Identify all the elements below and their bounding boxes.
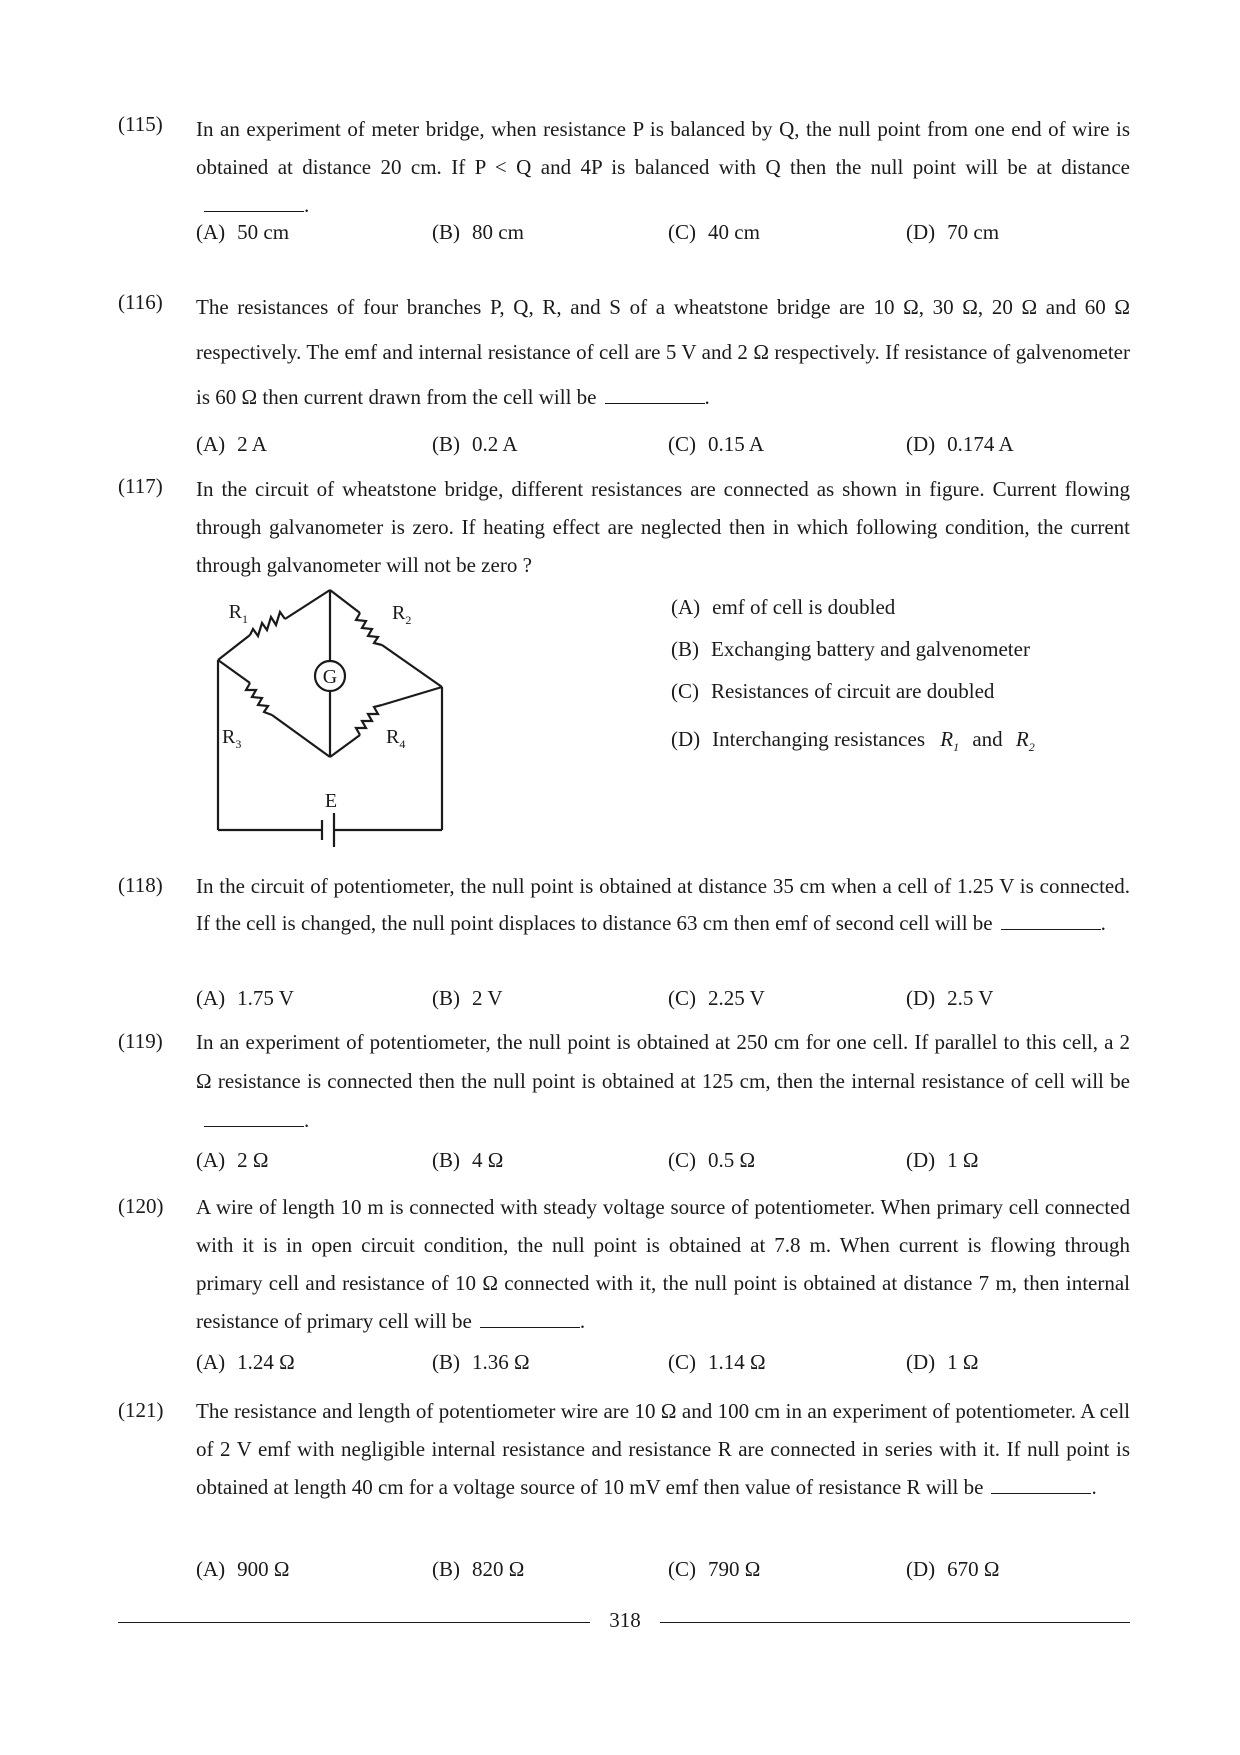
question-number: (117) xyxy=(118,474,163,498)
option-a: (A) 1.75 V xyxy=(196,986,294,1010)
option-b: (B) 1.36 Ω xyxy=(432,1350,530,1374)
option-d: (D) 0.174 A xyxy=(906,432,1014,456)
options-row xyxy=(196,432,1136,462)
option-d: (D) 1 Ω xyxy=(906,1148,979,1172)
option-c: (C) 2.25 V xyxy=(668,986,765,1010)
option-b: (B) Exchanging battery and galvenometer xyxy=(671,637,1030,661)
option-a: (A) 2 A xyxy=(196,432,267,456)
question-text: In an experiment of meter bridge, when resistance P is balanced by Q, the null point from one end of wire is obtained at distance 20 cm. If P < Q and 4P is balanced with Q then the null point will be at distance. xyxy=(196,117,1130,217)
option-b: (B) 2 V xyxy=(432,986,503,1010)
question-number: (116) xyxy=(118,290,163,314)
answer-blank xyxy=(605,402,705,404)
label-e: E xyxy=(324,790,338,812)
option-c: (C) 40 cm xyxy=(668,220,760,244)
option-c: (C) 0.5 Ω xyxy=(668,1148,756,1172)
answer-blank xyxy=(480,1326,580,1328)
footer-rule-right xyxy=(660,1622,1130,1623)
question-text: In the circuit of potentiometer, the null point is obtained at distance 35 cm when a cell of 1.25 V is connected. If the cell is changed, the null point displaces to distance 63 cm then emf of second cell will be . xyxy=(196,874,1130,935)
option-b: (B) 0.2 A xyxy=(432,432,518,456)
label-r1: $R_1$ xyxy=(228,601,248,626)
question-number: (115) xyxy=(118,112,163,136)
question-number: (121) xyxy=(118,1398,164,1422)
options-row xyxy=(196,1557,1136,1587)
question-text: In the circuit of wheatstone bridge, different resistances are connected as shown in figure. Current flowing through galvanometer is zero. If heating effect are neglected then in which following condition, the current through galvanometer will not be zero ? xyxy=(196,477,1130,577)
option-a: (A) emf of cell is doubled xyxy=(671,595,896,619)
label-r2: $R_2$ xyxy=(392,602,412,627)
options-row xyxy=(196,1350,1136,1380)
option-d: (D) 2.5 V xyxy=(906,986,994,1010)
options-row xyxy=(196,986,1136,1016)
answer-blank xyxy=(1001,928,1101,930)
question-text: A wire of length 10 m is connected with steady voltage source of potentiometer. When primary cell connected with it is in open circuit condition, the null point is obtained at 7.8 m. When current is flowing through primary cell and resistance of 10 Ω connected with it, the null point is obtained at distance 7 m, then internal resistance of primary cell will be . xyxy=(196,1195,1130,1333)
option-a: (A) 50 cm xyxy=(196,220,290,244)
option-d: (D) 70 cm xyxy=(906,220,1000,244)
option-a: (A) 900 Ω xyxy=(196,1557,290,1581)
question-number: (120) xyxy=(118,1194,164,1218)
answer-blank xyxy=(204,210,304,212)
option-b: (B) 4 Ω xyxy=(432,1148,504,1172)
wheatstone-bridge-figure xyxy=(210,585,450,850)
option-d: (D) Interchanging resistances $R_1$ and $R_2$ xyxy=(671,727,1035,755)
question-text: In an experiment of potentiometer, the null point is obtained at 250 cm for one cell. If parallel to this cell, a 2 Ω resistance is connected then the null point is obtained at 125 cm, then the internal resistance of cell will be. xyxy=(196,1030,1130,1132)
question-number: (118) xyxy=(118,873,163,897)
option-b: (B) 80 cm xyxy=(432,220,524,244)
option-a: (A) 1.24 Ω xyxy=(196,1350,295,1374)
options-row xyxy=(196,220,1136,250)
question-number: (119) xyxy=(118,1029,163,1053)
option-c: (C) 790 Ω xyxy=(668,1557,761,1581)
label-g: G xyxy=(322,666,338,688)
option-b: (B) 820 Ω xyxy=(432,1557,525,1581)
page-number: 318 xyxy=(609,1608,641,1632)
option-d: (D) 670 Ω xyxy=(906,1557,1000,1581)
options-row xyxy=(196,1148,1136,1178)
option-a: (A) 2 Ω xyxy=(196,1148,269,1172)
option-c: (C) 0.15 A xyxy=(668,432,765,456)
footer-rule-left xyxy=(118,1622,590,1623)
option-c: (C) Resistances of circuit are doubled xyxy=(671,679,995,703)
answer-blank xyxy=(991,1492,1091,1494)
label-r3: $R_3$ xyxy=(222,726,242,751)
option-d: (D) 1 Ω xyxy=(906,1350,979,1374)
label-r4: $R_4$ xyxy=(386,726,406,751)
option-c: (C) 1.14 Ω xyxy=(668,1350,766,1374)
answer-blank xyxy=(204,1125,304,1127)
question-text: The resistance and length of potentiometer wire are 10 Ω and 100 cm in an experiment of potentiometer. A cell of 2 V emf with negligible internal resistance and resistance R are connected in series with it. If null point is obtained at length 40 cm for a voltage source of 10 mV emf then value of resistance R will be . xyxy=(196,1399,1130,1499)
question-text: The resistances of four branches P, Q, R, and S of a wheatstone bridge are 10 Ω, 30 Ω, 20 Ω and 60 Ω respectively. The emf and internal resistance of cell are 5 V and 2 Ω respectively. If resistance of galvenometer is 60 Ω then current drawn from the cell will be . xyxy=(196,295,1130,409)
